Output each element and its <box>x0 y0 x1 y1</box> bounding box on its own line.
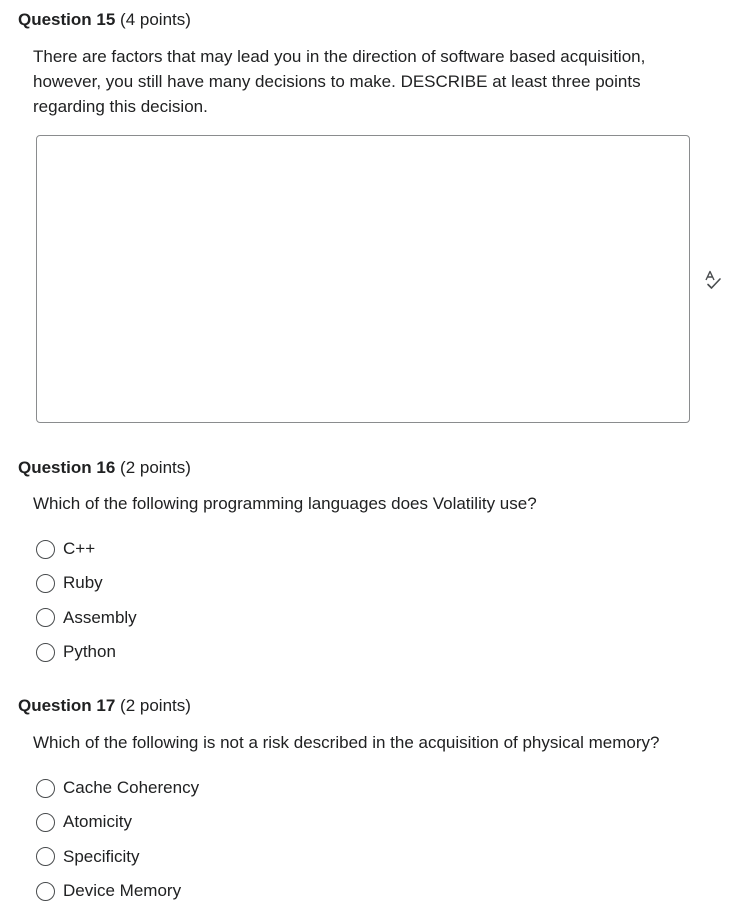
option-cache-coherency[interactable] <box>36 771 199 805</box>
radio-button[interactable] <box>36 779 55 798</box>
question-17-title: Question 17 <box>18 696 116 715</box>
option-atomicity[interactable] <box>36 805 199 839</box>
radio-button[interactable] <box>36 882 55 901</box>
question-16 <box>18 457 738 516</box>
option-device-memory[interactable] <box>36 874 199 908</box>
question-15 <box>18 9 738 119</box>
option-label[interactable]: Specificity <box>63 846 140 866</box>
question-16-text: Which of the following programming languages does Volatility use? <box>33 494 537 513</box>
question-17-points: (2 points) <box>120 696 191 715</box>
question-15-title: Question 15 <box>18 10 116 29</box>
option-cpp[interactable] <box>36 532 137 566</box>
question-15-header <box>18 9 738 31</box>
question-15-answer-field[interactable] <box>36 135 690 423</box>
option-python[interactable] <box>36 635 137 669</box>
question-16-options <box>36 532 137 669</box>
option-assembly[interactable] <box>36 601 137 635</box>
question-16-points: (2 points) <box>120 458 191 477</box>
question-17-options <box>36 771 199 908</box>
radio-button[interactable] <box>36 643 55 662</box>
question-17-header <box>18 695 738 717</box>
option-label[interactable]: Ruby <box>63 573 103 593</box>
radio-button[interactable] <box>36 574 55 593</box>
option-label[interactable]: Assembly <box>63 607 137 627</box>
question-16-header <box>18 457 738 479</box>
option-specificity[interactable] <box>36 840 199 874</box>
radio-button[interactable] <box>36 813 55 832</box>
radio-button[interactable] <box>36 540 55 559</box>
question-17-text: Which of the following is not a risk described in the acquisition of physical memory? <box>33 733 660 752</box>
option-label[interactable]: Cache Coherency <box>63 778 200 798</box>
question-15-points: (4 points) <box>120 10 191 29</box>
question-17 <box>18 695 738 755</box>
option-label[interactable]: Atomicity <box>63 812 132 832</box>
option-label[interactable]: Device Memory <box>63 881 182 901</box>
option-label[interactable]: Python <box>63 642 116 662</box>
option-ruby[interactable] <box>36 566 137 600</box>
spell-check-icon[interactable] <box>704 270 722 290</box>
option-label[interactable]: C++ <box>63 539 96 559</box>
question-16-title: Question 16 <box>18 458 116 477</box>
question-15-text: There are factors that may lead you in the direction of software based acquisition, however, you still have many decisions to make. DESCRIBE at least three points regarding this decision. <box>33 47 646 116</box>
radio-button[interactable] <box>36 608 55 627</box>
radio-button[interactable] <box>36 847 55 866</box>
